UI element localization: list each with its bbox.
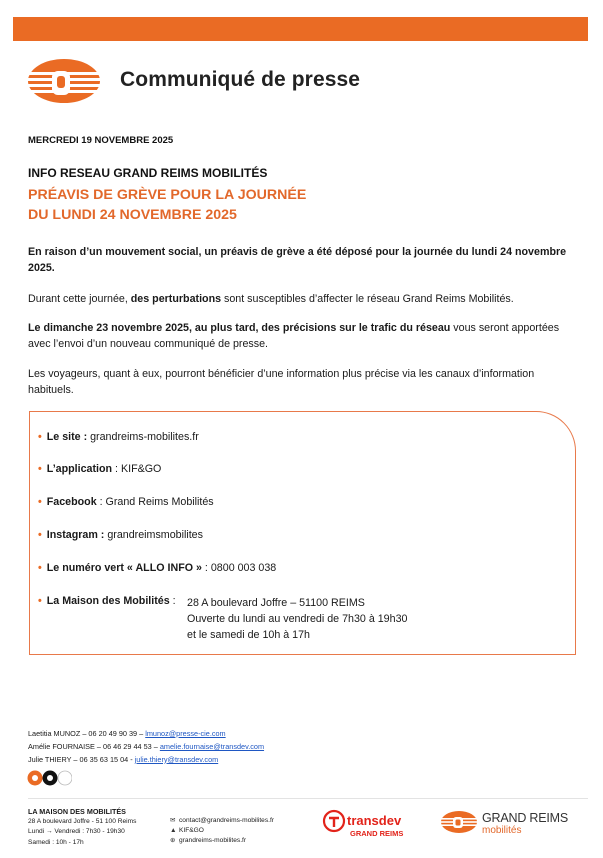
footer-web-row <box>170 836 274 846</box>
decorative-dots-icon <box>27 769 72 787</box>
contact-row <box>28 754 264 767</box>
paragraph-intro <box>28 245 568 276</box>
channel-facebook <box>38 495 214 511</box>
bullet-icon: • <box>38 529 42 541</box>
contact-name-phone: Laetitia MUNOZ – 06 20 49 90 39 – <box>28 729 146 738</box>
precisions-line-2: avec l’envoi d’un nouveau communiqué de presse. <box>28 337 269 350</box>
phone-label: Le numéro vert « ALLO INFO » <box>46 562 202 574</box>
grand-reims-mobilites-logo <box>27 58 102 104</box>
release-headline <box>28 185 306 225</box>
instagram-label: Instagram : <box>46 529 105 541</box>
bullet-icon: • <box>38 562 42 574</box>
facebook-value: : Grand Reims Mobilités <box>96 496 214 508</box>
voyageurs-line-1: Les voyageurs, quant à eux, pourront bénéficier d’une information plus précise via les canaux d’information <box>28 368 535 380</box>
app-label: L’application <box>46 463 113 475</box>
footer-web[interactable]: grandreims-mobilites.fr <box>179 837 247 845</box>
perturbations-text-pre: Durant cette journée, <box>28 293 131 305</box>
footer-app: KIF&GO <box>179 827 204 835</box>
footer-email-row <box>170 816 274 826</box>
voyageurs-line-2: habituels. <box>28 383 74 396</box>
contact-row <box>28 728 264 741</box>
channel-site <box>38 430 199 446</box>
perturbations-text-post: sont susceptibles d’affecter le réseau Grand Reims Mobilités. <box>221 293 514 305</box>
site-label: Le site : <box>46 431 88 443</box>
mobilites-wordmark: mobilités <box>482 825 522 836</box>
footer-title: LA MAISON DES MOBILITÉS <box>28 807 126 816</box>
bullet-icon: • <box>38 431 42 443</box>
maison-hours-week: Ouverte du lundi au vendredi de 7h30 à 19h30 <box>187 613 408 625</box>
app-value: : KIF&GO <box>112 463 162 475</box>
transdev-subtitle: GRAND REIMS <box>350 829 404 838</box>
channel-instagram <box>38 528 203 544</box>
paragraph-precisions <box>28 321 568 352</box>
footer-app-row <box>170 826 274 836</box>
transdev-wordmark: transdev <box>347 813 402 828</box>
footer-contact-channels <box>170 816 274 847</box>
bullet-icon: • <box>38 595 42 607</box>
precisions-text-post: vous seront apportées <box>450 322 560 334</box>
maison-label: La Maison des Mobilités <box>46 595 170 607</box>
transdev-grand-reims-logo <box>322 808 412 842</box>
precisions-text-bold: Le dimanche 23 novembre 2025, au plus tard, des précisions sur le trafic du réseau <box>28 322 451 334</box>
footer-hours-saturday: Samedi : 10h - 17h <box>28 838 84 846</box>
footer-hours-week: Lundi → Vendredi : 7h30 - 19h30 <box>28 828 125 836</box>
release-kicker: INFO RESEAU GRAND REIMS MOBILITÉS <box>28 166 268 180</box>
maison-address: 28 A boulevard Joffre – 51100 REIMS <box>187 597 365 609</box>
release-date: MERCREDI 19 NOVEMBRE 2025 <box>28 135 174 146</box>
contact-email-link[interactable]: julie.thiery@transdev.com <box>134 754 219 764</box>
headline-line-1: PRÉAVIS DE GRÈVE POUR LA JOURNÉE <box>28 187 307 203</box>
press-contacts <box>28 728 264 766</box>
maison-separator: : <box>169 595 176 607</box>
footer-address: 28 A boulevard Joffre - 51 100 Reims <box>28 818 137 826</box>
top-accent-bar <box>13 17 588 41</box>
contact-row <box>28 741 264 754</box>
app-store-icon: ▲ <box>170 827 177 835</box>
bullet-icon: • <box>38 496 42 508</box>
footer-maison <box>28 807 136 848</box>
contact-name-phone: Amélie FOURNAISE – 06 46 29 44 53 – <box>28 741 160 751</box>
page-title: Communiqué de presse <box>120 68 361 91</box>
globe-icon: ⊕ <box>170 837 176 845</box>
channel-phone <box>38 561 276 577</box>
contact-email-link[interactable]: lmunoz@presse-cie.com <box>145 729 226 738</box>
paragraph-perturbations <box>28 292 568 308</box>
footer-divider <box>28 798 588 799</box>
phone-value: : 0800 003 038 <box>201 562 277 574</box>
maison-details <box>187 595 407 643</box>
maison-hours-saturday: et le samedi de 10h à 17h <box>187 629 310 641</box>
channel-app <box>38 462 161 478</box>
paragraph-voyageurs <box>28 367 568 398</box>
mail-icon: ✉ <box>170 817 176 824</box>
bullet-icon: • <box>38 463 42 475</box>
instagram-value: grandreimsmobilites <box>104 529 203 541</box>
intro-line-1: En raison d’un mouvement social, un préavis de grève a été déposé pour la journée du lundi 24 novembre <box>28 246 567 258</box>
footer-email[interactable]: contact@grandreims-mobilites.fr <box>179 817 275 824</box>
contact-name-phone: Julie THIERY – 06 35 63 15 04 - <box>28 754 135 764</box>
grand-reims-wordmark: GRAND REIMS <box>482 811 569 825</box>
perturbations-text-bold: des perturbations <box>130 293 222 305</box>
intro-line-2: 2025. <box>28 261 55 274</box>
contact-email-link[interactable]: amelie.fournaise@transdev.com <box>159 741 265 751</box>
site-value: grandreims-mobilites.fr <box>87 431 199 443</box>
facebook-label: Facebook <box>46 496 97 508</box>
grand-reims-mobilites-footer-logo <box>440 810 478 834</box>
headline-line-2: DU LUNDI 24 NOVEMBRE 2025 <box>28 207 237 223</box>
channel-maison <box>38 594 176 610</box>
